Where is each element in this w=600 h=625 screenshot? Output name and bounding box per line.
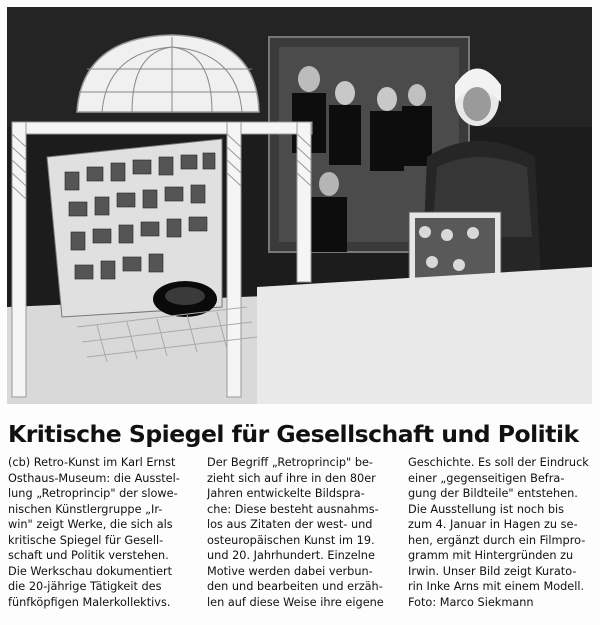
text-line: Osthaus-Museum: die Ausstel- — [8, 471, 180, 485]
text-line: lung „Retroprincip" der slowe- — [8, 487, 178, 500]
text-line: nischen Künstlergruppe „Ir- — [8, 502, 163, 516]
article-body — [8, 455, 593, 620]
text-line: win" zeigt Werke, die sich als — [8, 518, 173, 531]
text-line: Geschichte. Es soll der Eindruck — [408, 456, 589, 469]
text-line: gung der Bildteile" entstehen. — [408, 487, 578, 500]
text-line: len auf diese Weise ihre eigene — [207, 595, 384, 609]
text-line: (cb) Retro-Kunst im Karl Ernst — [8, 456, 176, 469]
text-column-2 — [207, 455, 393, 610]
text-line: Irwin. Unser Bild zeigt Kurato- — [408, 564, 577, 578]
text-line: und 20. Jahrhundert. Einzelne — [207, 549, 375, 562]
text-line: Jahren entwickelte Bildspra- — [207, 487, 365, 500]
text-line: osteuropäischen Kunst im 19. — [207, 533, 375, 547]
text-line: rin Inke Arns mit einem Modell. — [408, 580, 585, 593]
text-line: zieht sich auf ihre in den 80er — [207, 471, 376, 485]
text-line: zum 4. Januar in Hagen zu se- — [408, 518, 578, 531]
text-line: Die Ausstellung ist noch bis — [408, 502, 565, 516]
text-line: kritische Spiegel für Gesell- — [8, 533, 164, 547]
text-line: hen, ergänzt durch ein Filmpro- — [408, 533, 586, 547]
text-line: Motive werden dabei verbun- — [207, 564, 373, 578]
text-line: fünfköpfigen Malerkollektivs. — [8, 595, 171, 609]
text-line: schaft und Politik verstehen. — [8, 549, 169, 562]
text-line: Der Begriff „Retroprincip" be- — [207, 456, 374, 469]
text-line: einer „gegenseitigen Befra- — [408, 471, 565, 485]
photo-credit: Foto: Marco Siekmann — [408, 595, 534, 609]
text-line: che: Diese besteht ausnahms- — [207, 502, 379, 516]
text-line: Die Werkschau dokumentiert — [8, 564, 173, 578]
text-column-1 — [8, 455, 194, 610]
article-headline: Kritische Spiegel für Gesellschaft und Politik — [8, 420, 579, 448]
text-line: den und bearbeiten und erzäh- — [207, 580, 383, 593]
text-line: gramm mit Hintergründen zu — [408, 549, 574, 562]
text-column-3 — [408, 455, 594, 610]
text-line: los aus Zitaten der west- und — [207, 518, 373, 531]
article-photo — [7, 7, 592, 404]
text-line: die 20-jährige Tätigkeit des — [8, 580, 162, 593]
